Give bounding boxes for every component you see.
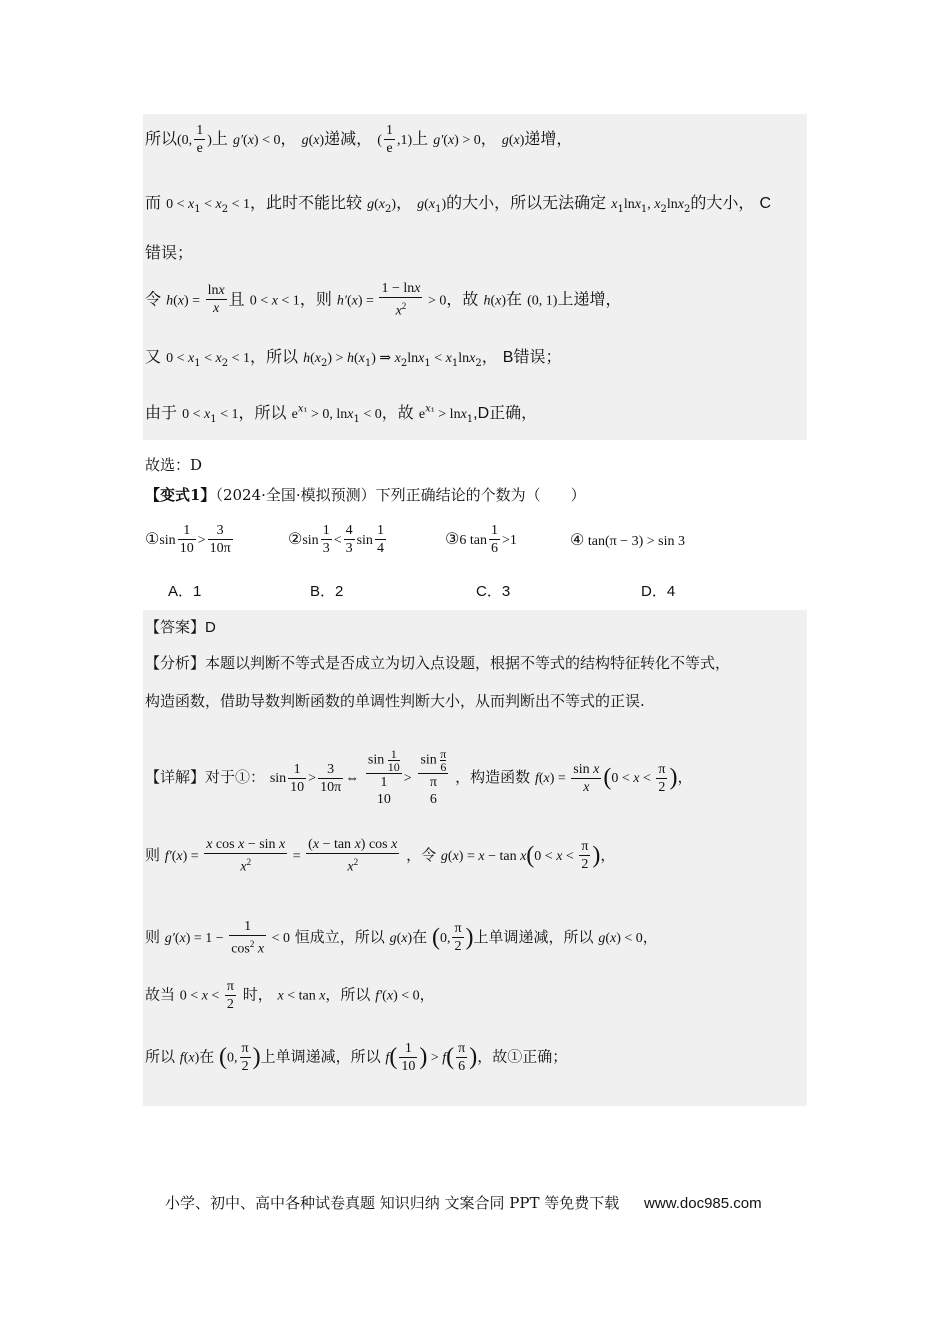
- detail-line-2: 则 f′(x) = $\frac{\text{x cos x − sin x}}{x^2}$ = $\frac{\text{(x − tan x) cos x}}{x^2}$ ，令 g(x) = x − tan x(0 < x < $\frac{\pi}{2}$ )，: [145, 837, 616, 875]
- detail-line-4: 故当 0 < x < $\frac{\pi}{2}$ 时， x < tan x，所以 f′(x) < 0，: [145, 979, 435, 1012]
- analysis-line-2: 构造函数，借助导数判断函数的单调性判断大小，从而判断出不等式的正误.: [145, 692, 645, 710]
- choice-a[interactable]: A．1: [168, 583, 202, 600]
- detail-line-5: 所以 f(x)在 (0, $\frac{\pi}{2}$ )上单调递减，所以 f( $\frac{1}{10}$ ) > f( $\frac{\pi}{6}$ )，故①正确；: [145, 1041, 568, 1074]
- choice-c[interactable]: C．3: [476, 583, 511, 600]
- solution-line-3: 错误；: [145, 243, 194, 262]
- detail-line-1: 【详解】对于①： sin $\frac{1}{10}$ > $\frac{3}{10\pi}$ ⇔ sin $\frac{1}{10}$ 1 10 > sin $\frac{\pi}{6}$ π 6 ，构造函数 f(x) = $\frac{\text{sin x}}{x}$ (0 < x < $\frac{\pi}{2}$ )，: [145, 747, 693, 807]
- item-3: ③6 tan $\frac{1}{6}$ >1: [445, 523, 517, 556]
- variant-question: 【变式1】（2024·全国·模拟预测）下列正确结论的个数为（ ）: [145, 486, 586, 504]
- solution-line-6: 由于 $0 < x_1 < 1$，所以 $e^{x_1} > 0$, lnx$_1$ < 0，故 $e^{x_1} > \ln x_1,D$正确，: [145, 403, 538, 426]
- item-4: ④ tan(π − 3) > sin 3: [570, 530, 685, 549]
- choice-b[interactable]: B．2: [310, 583, 344, 600]
- item-2: ②sin $\frac{1}{3}$ < $\frac{4}{3}$ sin $\frac{1}{4}$: [288, 523, 384, 556]
- solution-block-top: [143, 114, 807, 440]
- footer-url[interactable]: www.doc985.com: [644, 1195, 762, 1212]
- solution-line-4: 令 h(x) = $\frac{\ln x}{x}$ 且 0 < x < 1，则 h′(x) = $\frac{1 - \ln x}{x^2}$ > 0，故 h(x)在 (0, 1)上递增，: [145, 281, 622, 319]
- footer: 小学、初中、高中各种试卷真题 知识归纳 文案合同 PPT 等免费下载 www.doc985.com: [165, 1194, 762, 1212]
- solution-line-2: 而 $0 < x_1 < x_2 < 1$，此时不能比较 $g(x_2)$， $g(x_1)$的大小，所以无法确定 $x_1\ln x_1$, $x_2\ln x_2$的大小， C: [145, 193, 772, 216]
- choice-d[interactable]: D．4: [641, 583, 676, 600]
- answer: 【答案】D: [145, 618, 216, 636]
- analysis-line-1: 【分析】本题以判断不等式是否成立为切入点设题，根据不等式的结构特征转化不等式，: [145, 654, 731, 672]
- detail-line-3: 则 g′(x) = 1 − $\frac{1}{\cos^2 x}$ < 0 恒成立，所以 g(x)在 (0, $\frac{\pi}{2}$ )上单调递减，所以 g(x) < 0，: [145, 919, 658, 957]
- conclusion: 故选：D: [145, 456, 203, 474]
- item-1: ①sin $\frac{1}{10}$ > $\frac{3}{10\pi}$: [145, 523, 231, 556]
- solution-line-5: 又 $0 < x_1 < x_2 < 1$，所以 $h(x_2) > h(x_1)$ ⇒ $x_2\ln x_1 < x_1\ln x_2$， B错误；: [145, 347, 562, 370]
- solution-line-1: 所以(0, $\frac{1}{e}$ )上 g′(x) < 0， g(x)递减， ( $\frac{1}{e}$ ,1)上 g′(x) > 0， g(x)递增，: [145, 123, 573, 156]
